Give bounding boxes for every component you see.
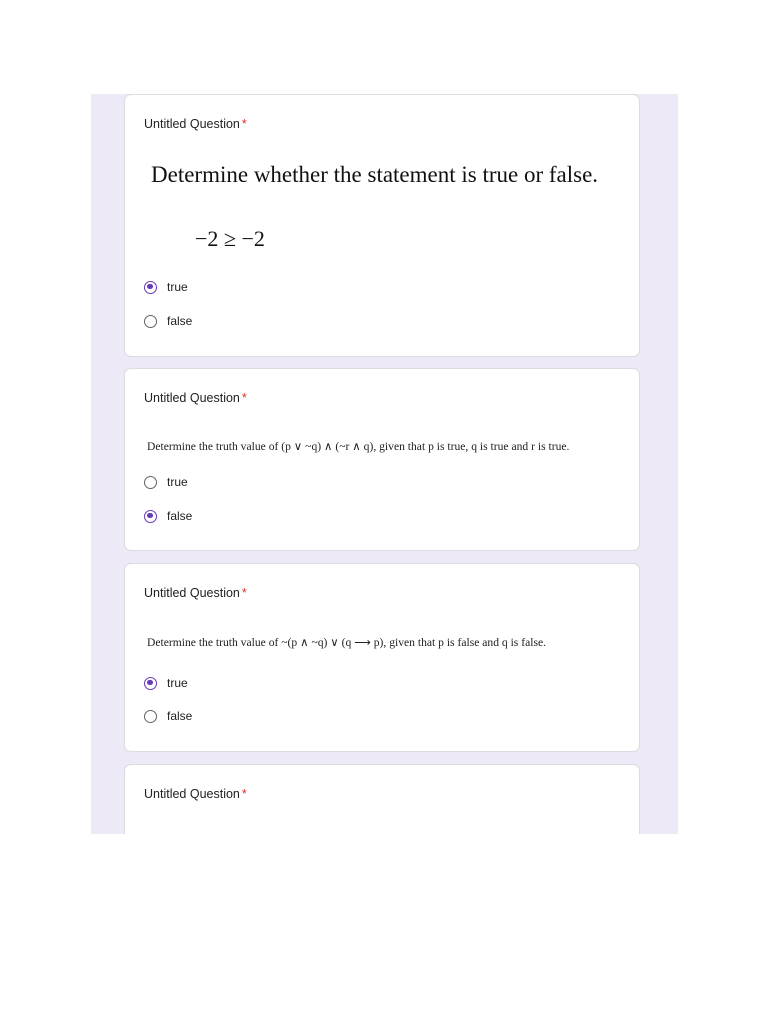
required-asterisk: * <box>241 787 247 801</box>
option-label: true <box>167 676 188 690</box>
question-card-2 <box>124 368 640 551</box>
question-title: Untitled Question * <box>144 787 247 801</box>
question-card-1 <box>124 94 640 357</box>
option-true[interactable] <box>144 277 188 297</box>
radio-unselected-icon[interactable] <box>144 710 157 723</box>
radio-selected-icon[interactable] <box>144 510 157 523</box>
option-label: false <box>167 314 193 328</box>
question-statement: Determine the truth value of (p ∨ ~q) ∧ (~r ∧ q), given that p is true, q is true and r is true. <box>147 440 570 453</box>
option-true[interactable] <box>144 673 188 693</box>
question-card-3 <box>124 563 640 752</box>
radio-selected-icon[interactable] <box>144 281 157 294</box>
question-title: Untitled Question * <box>144 117 247 131</box>
option-label: false <box>167 709 193 723</box>
option-false[interactable] <box>144 706 192 726</box>
required-asterisk: * <box>241 391 247 405</box>
option-false[interactable] <box>144 311 192 331</box>
required-asterisk: * <box>241 586 247 600</box>
option-label: true <box>167 280 188 294</box>
form-background <box>91 94 678 834</box>
question-statement: Determine the truth value of ~(p ∧ ~q) ∨ (q ⟶ p), given that p is false and q is false. <box>147 636 546 649</box>
question-statement: Determine whether the statement is true or false. <box>151 162 599 187</box>
option-true[interactable] <box>144 472 188 492</box>
radio-selected-icon[interactable] <box>144 677 157 690</box>
required-asterisk: * <box>241 117 247 131</box>
option-label: true <box>167 475 188 489</box>
question-math: −2 ≥ −2 <box>195 226 265 251</box>
question-title: Untitled Question * <box>144 586 247 600</box>
question-title: Untitled Question * <box>144 391 247 405</box>
radio-unselected-icon[interactable] <box>144 476 157 489</box>
question-card-4 <box>124 764 640 834</box>
option-label: false <box>167 509 193 523</box>
option-false[interactable] <box>144 506 192 526</box>
radio-unselected-icon[interactable] <box>144 315 157 328</box>
